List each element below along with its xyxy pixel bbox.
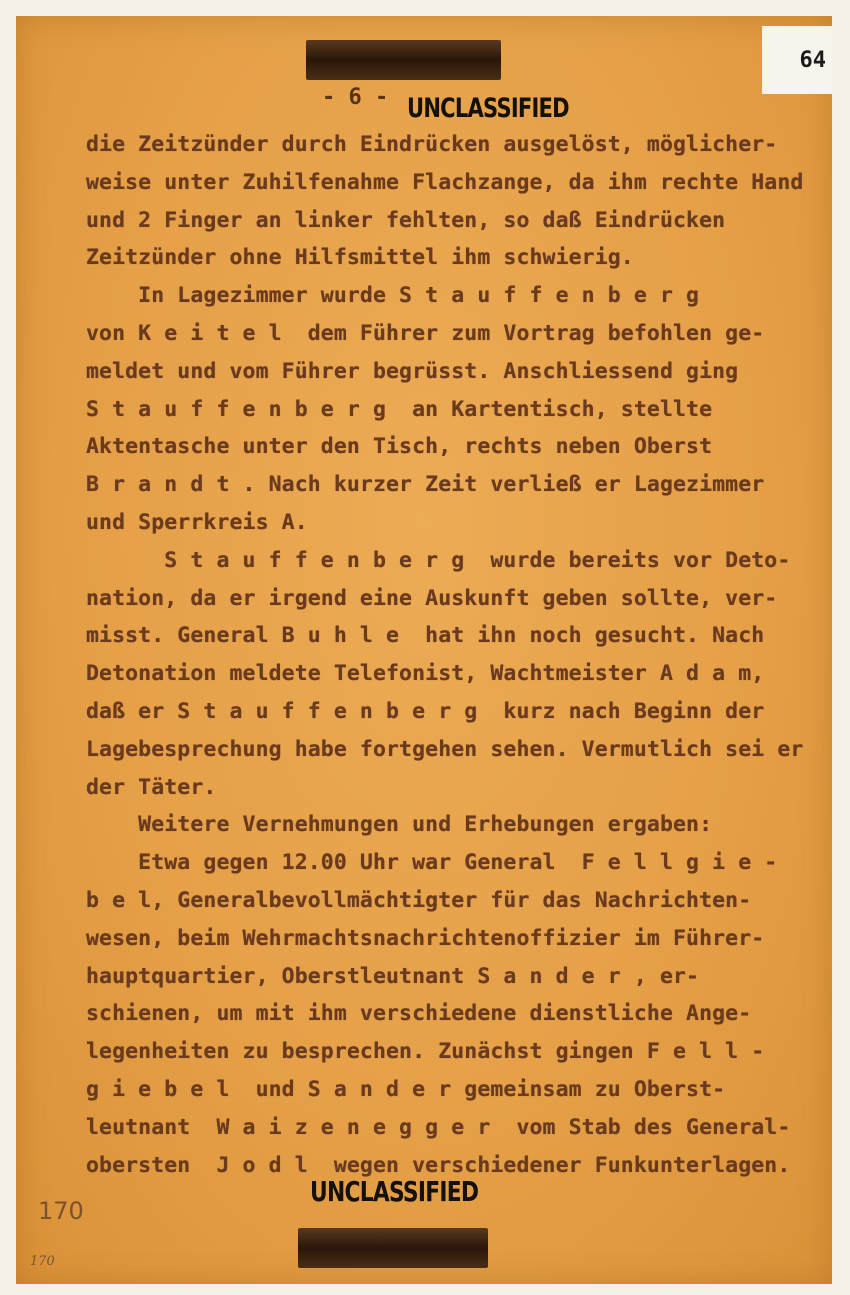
- body-line: wesen, beim Wehrmachtsnachrichtenoffizier im Führer-: [86, 925, 765, 951]
- body-line: der Täter.: [86, 774, 217, 800]
- body-line: Aktentasche unter den Tisch, rechts neben Oberst: [86, 434, 713, 460]
- body-line: B r a n d t . Nach kurzer Zeit verließ er Lagezimmer: [86, 472, 765, 498]
- body-line: Weitere Vernehmungen und Erhebungen ergaben:: [86, 812, 713, 838]
- body-line: obersten J o d l wegen verschiedener Funkunterlagen.: [86, 1152, 791, 1178]
- body-line: g i e b e l und S a n d e r gemeinsam zu Oberst-: [86, 1076, 726, 1102]
- body-line: legenheiten zu besprechen. Zunächst gingen F e l l -: [86, 1039, 765, 1065]
- body-line: leutnant W a i z e n e g g e r vom Stab des General-: [86, 1114, 791, 1140]
- body-line: Lagebesprechung habe fortgehen sehen. Vermutlich sei er: [86, 736, 804, 762]
- classification-stamp-bottom: UNCLASSIFIED: [310, 1175, 479, 1208]
- body-line: weise unter Zuhilfenahme Flachzange, da ihm rechte Hand: [86, 169, 804, 195]
- body-line: und Sperrkreis A.: [86, 509, 308, 535]
- body-line: hauptquartier, Oberstleutnant S a n d e r , er-: [86, 963, 700, 989]
- body-line: und 2 Finger an linker fehlten, so daß Eindrücken: [86, 207, 726, 233]
- archive-number: 170: [38, 1197, 84, 1225]
- body-line: b e l, Generalbevollmächtigter für das Nachrichten-: [86, 887, 752, 913]
- body-line: schienen, um mit ihm verschiedene dienstliche Ange-: [86, 1001, 752, 1027]
- typed-page-number: - 6 -: [322, 85, 389, 110]
- redaction-bar-bottom: [298, 1228, 488, 1268]
- body-line: nation, da er irgend eine Auskunft geben sollte, ver-: [86, 585, 778, 611]
- body-line: S t a u f f e n b e r g wurde bereits vor Deto-: [86, 547, 791, 573]
- body-line: meldet und vom Führer begrüsst. Anschliessend ging: [86, 358, 739, 384]
- archive-number-handwritten: 170: [30, 1254, 55, 1269]
- body-line: die Zeitzünder durch Eindrücken ausgelöst, möglicher-: [86, 132, 778, 157]
- body-line: Etwa gegen 12.00 Uhr war General F e l l g i e -: [86, 850, 778, 876]
- body-line: von K e i t e l dem Führer zum Vortrag befohlen ge-: [86, 320, 765, 346]
- body-line: daß er S t a u f f e n b e r g kurz nach Beginn der: [86, 698, 765, 724]
- classification-stamp-top: UNCLASSIFIED: [407, 93, 569, 124]
- body-line: S t a u f f e n b e r g an Kartentisch, stellte: [86, 396, 713, 422]
- body-line: Detonation meldete Telefonist, Wachtmeister A d a m,: [86, 661, 765, 687]
- typewritten-body: [86, 126, 846, 1184]
- body-line: misst. General B u h l e hat ihn noch gesucht. Nach: [86, 623, 765, 649]
- body-line: In Lagezimmer wurde S t a u f f e n b e r g: [86, 283, 700, 309]
- page-number-label: 64: [762, 26, 832, 94]
- body-line: Zeitzünder ohne Hilfsmittel ihm schwierig.: [86, 245, 634, 271]
- redaction-bar-top: [306, 40, 501, 80]
